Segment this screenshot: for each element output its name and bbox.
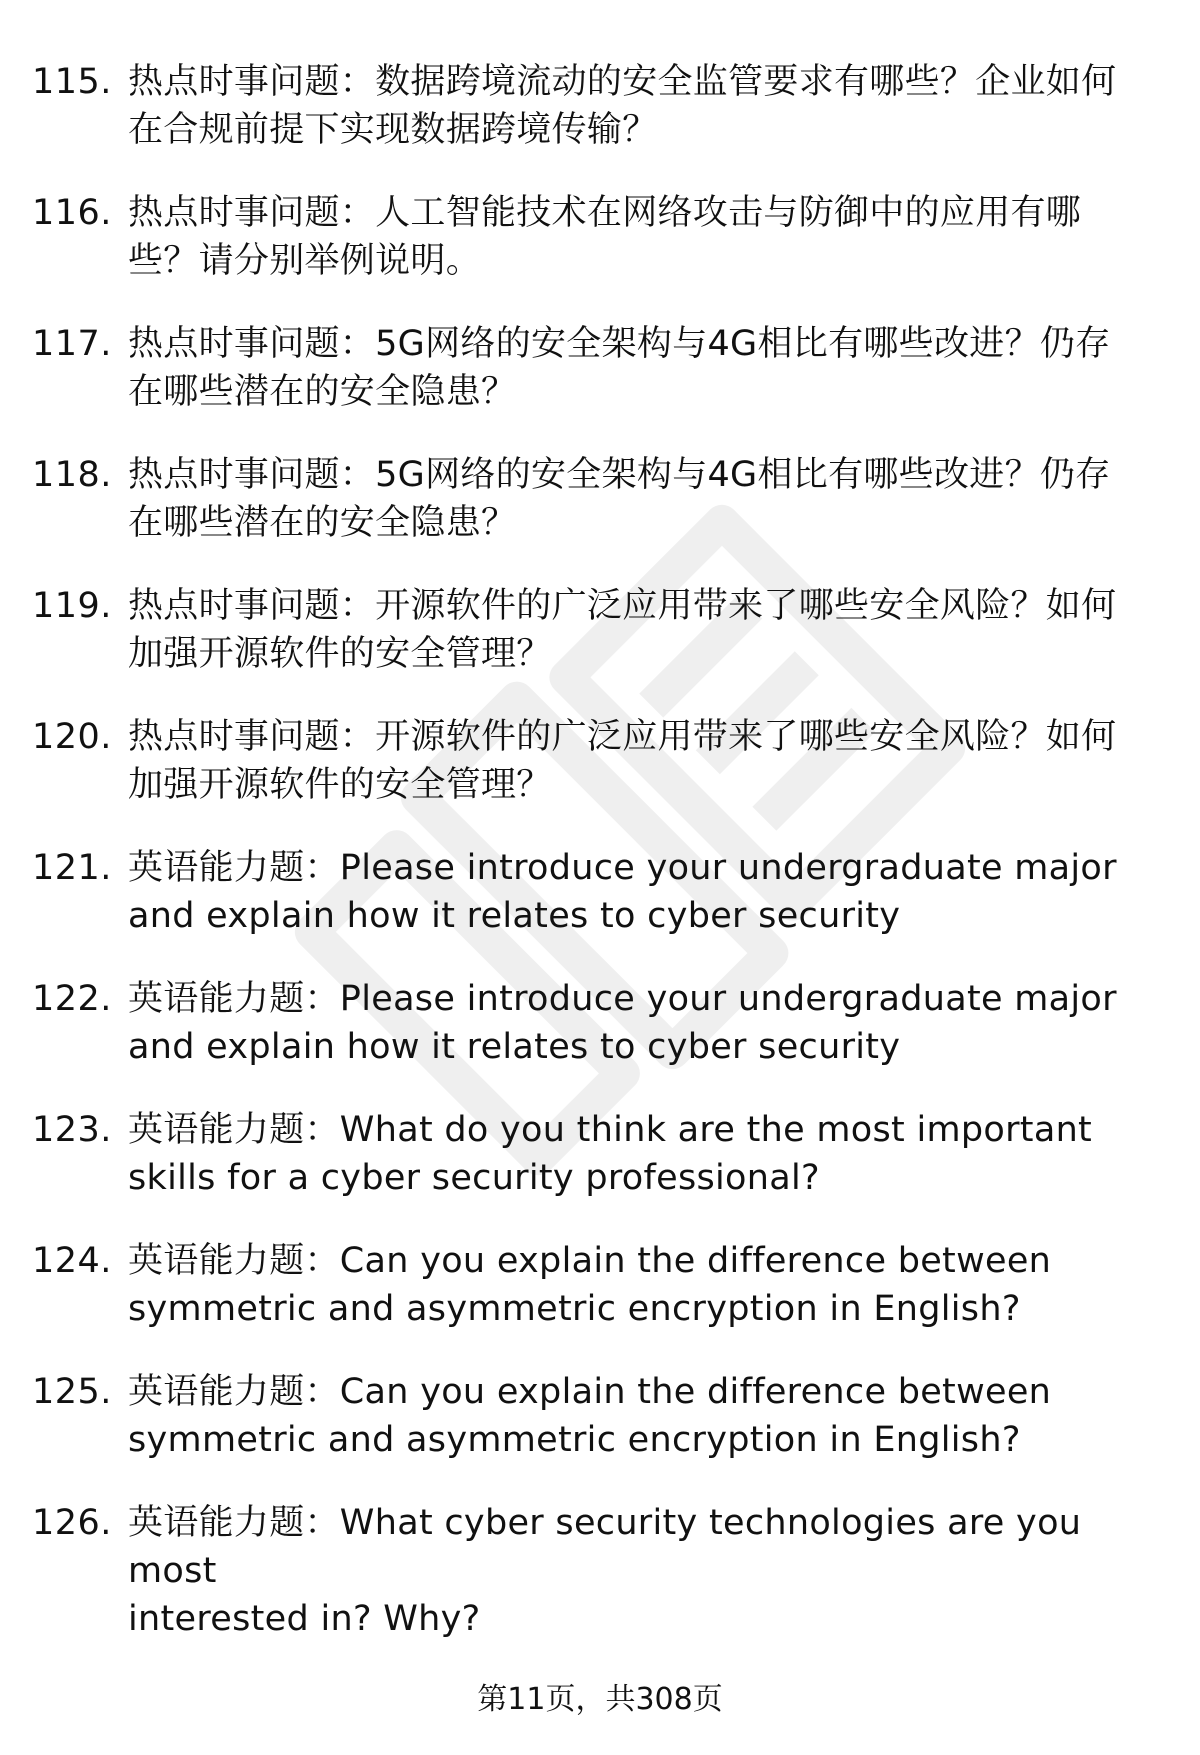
- question-number: 116.: [32, 193, 112, 233]
- question-line: 英语能力题：What cyber security technologies are you most: [128, 1503, 1082, 1591]
- question-text: [128, 844, 1178, 940]
- list-item: [32, 58, 1172, 189]
- question-line: 英语能力题：What do you think are the most important: [128, 1110, 1093, 1150]
- question-line: 热点时事问题：人工智能技术在网络攻击与防御中的应用有哪: [128, 193, 1082, 233]
- question-line: 热点时事问题：开源软件的广泛应用带来了哪些安全风险？如何: [128, 586, 1117, 626]
- question-number: 125.: [32, 1372, 112, 1412]
- question-text: [128, 582, 1178, 678]
- question-text: [128, 58, 1178, 154]
- question-number: 124.: [32, 1241, 112, 1281]
- page-number-footer: 第11页，共308页: [477, 1682, 723, 1717]
- list-item: [32, 582, 1172, 713]
- question-line: skills for a cyber security professional?: [128, 1158, 820, 1198]
- question-number: 123.: [32, 1110, 112, 1150]
- question-line: 在合规前提下实现数据跨境传输？: [128, 110, 658, 150]
- list-item: [32, 1106, 1172, 1237]
- question-text: [128, 975, 1178, 1071]
- question-line: 加强开源软件的安全管理？: [128, 765, 552, 805]
- list-item: [32, 451, 1172, 582]
- list-item: [32, 320, 1172, 451]
- question-line: 热点时事问题：5G网络的安全架构与4G相比有哪些改进？仍存: [128, 455, 1111, 495]
- question-line: 热点时事问题：开源软件的广泛应用带来了哪些安全风险？如何: [128, 717, 1117, 757]
- question-line: 英语能力题：Can you explain the difference between: [128, 1241, 1052, 1281]
- question-text: [128, 320, 1178, 416]
- question-line: 热点时事问题：数据跨境流动的安全监管要求有哪些？企业如何: [128, 62, 1117, 102]
- question-number: 119.: [32, 586, 112, 626]
- question-number: 117.: [32, 324, 112, 364]
- question-line: interested in? Why?: [128, 1599, 481, 1639]
- question-number: 115.: [32, 62, 112, 102]
- list-item: [32, 713, 1172, 844]
- question-number: 122.: [32, 979, 112, 1019]
- question-line: and explain how it relates to cyber security: [128, 896, 901, 936]
- question-line: 英语能力题：Can you explain the difference between: [128, 1372, 1052, 1412]
- question-line: 英语能力题：Please introduce your undergraduate major: [128, 848, 1117, 888]
- question-list: [32, 58, 1172, 1639]
- question-text: [128, 1499, 1178, 1643]
- question-text: [128, 1106, 1178, 1202]
- question-number: 126.: [32, 1503, 112, 1543]
- question-text: [128, 189, 1178, 285]
- question-line: 些？请分别举例说明。: [128, 241, 482, 281]
- question-line: 热点时事问题：5G网络的安全架构与4G相比有哪些改进？仍存: [128, 324, 1111, 364]
- question-line: and explain how it relates to cyber security: [128, 1027, 901, 1067]
- question-text: [128, 1237, 1178, 1333]
- list-item: [32, 1368, 1172, 1499]
- list-item: [32, 1237, 1172, 1368]
- question-line: 在哪些潜在的安全隐患？: [128, 503, 517, 543]
- question-text: [128, 713, 1178, 809]
- question-number: 121.: [32, 848, 112, 888]
- question-line: symmetric and asymmetric encryption in English?: [128, 1289, 1021, 1329]
- question-number: 118.: [32, 455, 112, 495]
- list-item: [32, 844, 1172, 975]
- question-text: [128, 1368, 1178, 1464]
- question-number: 120.: [32, 717, 112, 757]
- question-line: 英语能力题：Please introduce your undergraduate major: [128, 979, 1117, 1019]
- list-item: [32, 975, 1172, 1106]
- list-item: [32, 1499, 1172, 1639]
- question-text: [128, 451, 1178, 547]
- question-line: symmetric and asymmetric encryption in English?: [128, 1420, 1021, 1460]
- question-line: 加强开源软件的安全管理？: [128, 634, 552, 674]
- question-line: 在哪些潜在的安全隐患？: [128, 372, 517, 412]
- list-item: [32, 189, 1172, 320]
